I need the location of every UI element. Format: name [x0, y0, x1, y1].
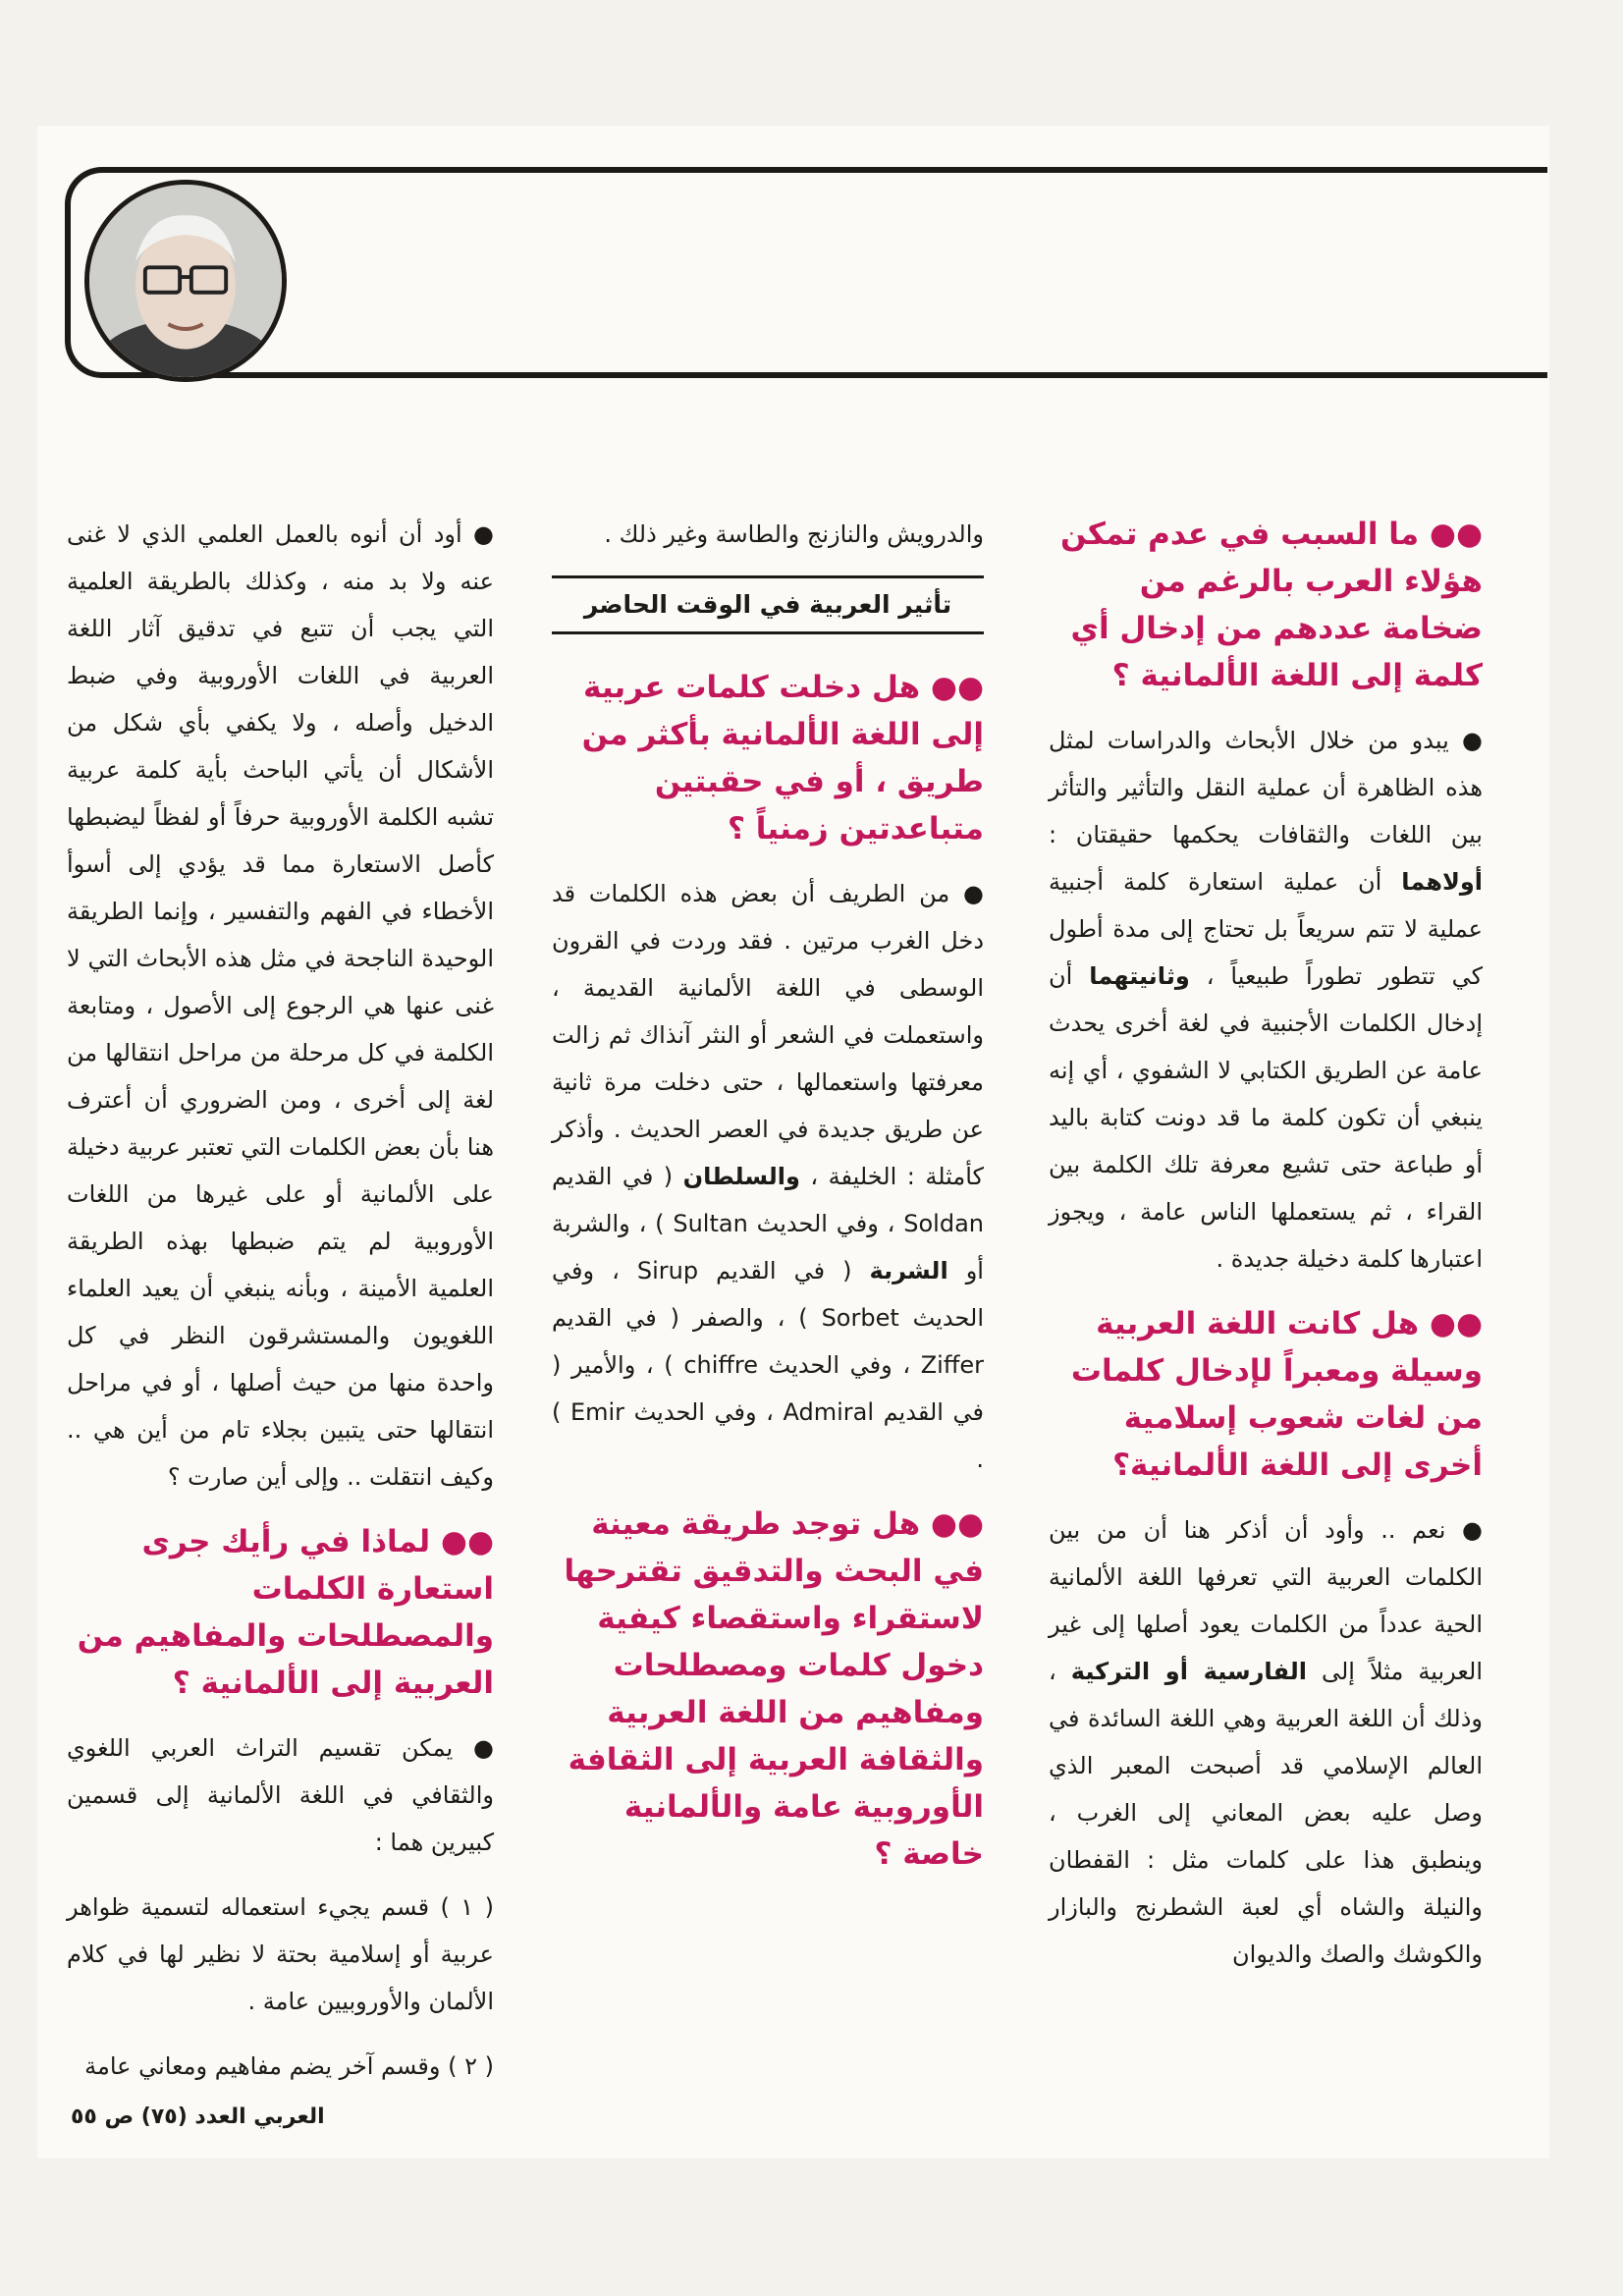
section-title: تأثير العربية في الوقت الحاضر	[552, 575, 984, 634]
answer-3-bold-2: الشربة	[869, 1257, 948, 1285]
answer-1-second: أن إدخال الكلمات الأجنبية في لغة أخرى يحدث عامة عن الطريق الكتابي لا الشفوي ، أي إنه ينبغي أن تكون كلمة ما قد دونت كتابة باليد أو طباعة حتى تشيع معرفة تلك الكلمة بين القراء ، ثم يستعملها الناس عامة ، ويجوز اعتبارها كلمة دخيلة جديدة .	[1049, 962, 1483, 1273]
middle-column	[552, 511, 984, 1895]
answer-1-intro: ● يبدو من خلال الأبحاث والدراسات لمثل هذه الظاهرة أن عملية النقل والتأثير والتأثر بين اللغات والثقافات يحكمها حقيقتان :	[1049, 727, 1483, 848]
author-portrait	[84, 180, 287, 382]
portrait-photo-icon	[89, 185, 282, 377]
answer-3-part-c: ( في القديم Sirup ، وفي الحديث Sorbet ) ، والصفر ( في القديم Ziffer ، وفي الحديث chiffre ) ، والأمير ( في القديم Admiral ، وفي الحديث Emir ) .	[552, 1257, 984, 1473]
answer-5-item-2: ( ٢ ) وقسم آخر يضم مفاهيم ومعاني عامة	[84, 2052, 494, 2080]
answer-1-first-label: أولاهما	[1401, 868, 1483, 896]
answer-2-part-b: ، وذلك أن اللغة العربية وهي اللغة السائدة في العالم الإسلامي قد أصبحت المعبر الذي وصل عليه بعض المعاني إلى الغرب ، وينطبق هذا على كلمات مثل : القفطان والنيلة والشاه أي لعبة الشطرنج والبازار والكوشك والصك والديوان	[1049, 1658, 1483, 1968]
answer-3-bold-1: والسلطان	[682, 1163, 800, 1190]
answer-2-bold: الفارسية أو التركية	[1070, 1658, 1307, 1685]
page-footer: العربي العدد (٧٥) ص ٥٥	[71, 2105, 325, 2129]
question-3: ●● هل دخلت كلمات عربية إلى اللغة الألمانية بأكثر من طريق ، أو في حقبتين متباعدتين زمنياً ؟	[581, 670, 984, 847]
right-column	[1049, 511, 1483, 1995]
answer-4: ● أود أن أنوه بالعمل العلمي الذي لا غنى عنه ولا بد منه ، وكذلك بالطريقة العلمية التي يجب أن تتبع في تدقيق آثار اللغة العربية في اللغات الأوروبية وفي ضبط الدخيل وأصله ، ولا يكفي بأي شكل من الأشكال أن يأتي الباحث بأية كلمة عربية تشبه الكلمة الأوروبية حرفاً أو لفظاً ليضبطها كأصل الاستعارة مما قد يؤدي إلى أسوأ الأخطاء في الفهم والتفسير ، وإنما الطريقة الوحيدة الناجحة في مثل هذه الأبحاث التي لا غنى عنها هي الرجوع إلى الأصول ، ومتابعة الكلمة في كل مرحلة من مراحل انتقالها من لغة إلى أخرى ، ومن الضروري أن أعترف هنا بأن بعض الكلمات التي تعتبر عربية دخيلة على الألمانية أو على غيرها من اللغات الأوروبية لم يتم ضبطها بهذه الطريقة العلمية الأمينة ، وبأنه ينبغي أن يعيد العلماء اللغويون والمستشرقون النظر في كل واحدة منها من حيث أصلها ، أو في مراحل انتقالها حتى يتبين بجلاء تام من أين هي .. وكيف انتقلت .. وإلى أين صارت ؟	[67, 520, 494, 1491]
answer-1-second-label: وثانيتهما	[1089, 962, 1190, 990]
answer-3-part-a: ● من الطريف أن بعض هذه الكلمات قد دخل الغرب مرتين . فقد وردت في القرون الوسطى في اللغة الألمانية القديمة ، واستعملت في الشعر أو النثر آنذاك ثم زالت معرفتها واستعمالها ، حتى دخلت مرة ثانية عن طريق جديدة في العصر الحديث . وأذكر كأمثلة : الخليفة ،	[552, 880, 984, 1190]
answer-3	[552, 870, 984, 1483]
left-column	[67, 511, 494, 2107]
question-2: ●● هل كانت اللغة العربية وسيلة ومعبراً لإدخال كلمات من لغات شعوب إسلامية أخرى إلى اللغة الألمانية؟	[1070, 1306, 1483, 1483]
answer-1-first: أن عملية استعارة كلمة أجنبية عملية لا تتم سريعاً بل تحتاج إلى مدة أطول كي تتطور تطوراً طبيعياً ،	[1049, 868, 1484, 990]
answer-2-part-a: ● نعم .. وأود أن أذكر هنا أن من بين الكلمات العربية التي تعرفها اللغة الألمانية الحية عدداً من الكلمات يعود أصلها إلى غير العربية مثلاً إلى	[1049, 1516, 1483, 1685]
answer-3-part-b: ( في القديم Soldan ، وفي الحديث Sultan ) ، والشربة أو	[552, 1163, 984, 1285]
answer-5-item-1: ( ١ ) قسم يجيء استعماله لتسمية ظواهر عربية أو إسلامية بحتة لا نظير لها في كلام الألمان والأوروبيين عامة .	[67, 1893, 494, 2015]
question-4: ●● هل توجد طريقة معينة في البحث والتدقيق تقترحها لاستقراء واستقصاء كيفية دخول كلمات ومصطلحات ومفاهيم من اللغة العربية والثقافة العربية إلى الثقافة الأوروبية عامة والألمانية خاصة ؟	[564, 1506, 984, 1872]
question-5: ●● لماذا في رأيك جرى استعارة الكلمات والمصطلحات والمفاهيم من العربية إلى الألمانية ؟	[77, 1524, 494, 1701]
continuation-text: والدرويش والنازنج والطاسة وغير ذلك .	[604, 520, 984, 548]
answer-2	[1049, 1506, 1483, 1978]
answer-5: ● يمكن تقسيم التراث العربي اللغوي والثقافي في اللغة الألمانية إلى قسمين كبيرين هما :	[67, 1734, 494, 1856]
question-1: ●● ما السبب في عدم تمكن هؤلاء العرب بالرغم من ضخامة عددهم من إدخال أي كلمة إلى اللغة الألمانية ؟	[1060, 517, 1483, 693]
header-frame	[65, 167, 1547, 378]
answer-1	[1049, 717, 1483, 1283]
